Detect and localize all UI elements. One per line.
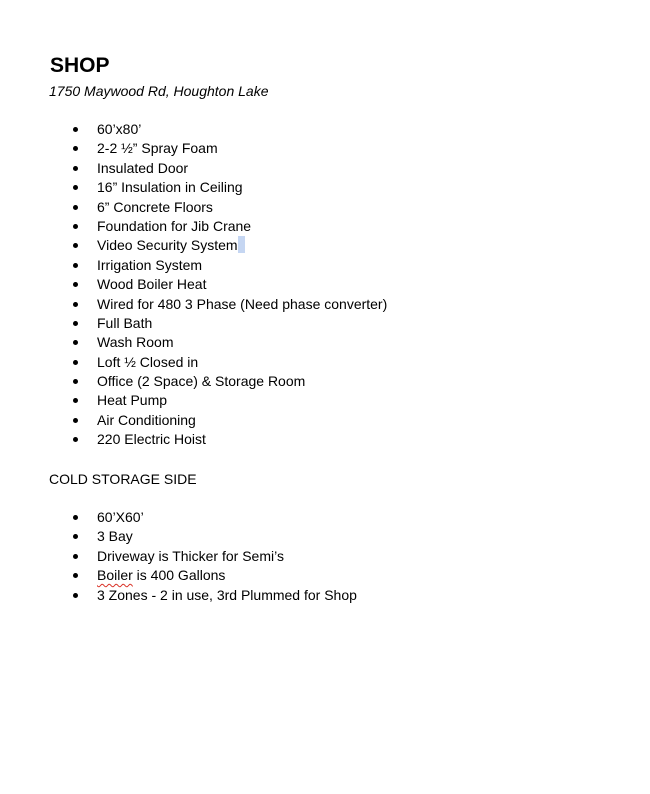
bullet-icon xyxy=(73,185,78,190)
bullet-icon xyxy=(73,573,78,578)
list-item-text: Driveway is Thicker for Semi’s xyxy=(97,547,284,564)
list-item[interactable] xyxy=(0,333,387,352)
list-item[interactable] xyxy=(0,159,387,178)
list-item[interactable] xyxy=(0,391,387,410)
list-item-text: Full Bath xyxy=(97,314,153,331)
list-item-text: 60’x80’ xyxy=(97,121,142,137)
page-title: SHOP xyxy=(50,54,110,77)
bullet-icon xyxy=(73,360,78,365)
list-item[interactable] xyxy=(0,120,387,139)
list-item[interactable] xyxy=(0,314,387,333)
bullet-icon xyxy=(73,534,78,539)
bullet-icon xyxy=(73,302,78,307)
list-item-text: Air Conditioning xyxy=(97,411,196,428)
list-item[interactable] xyxy=(0,295,387,314)
bullet-icon xyxy=(73,263,78,268)
list-item[interactable] xyxy=(0,353,387,372)
list-item[interactable] xyxy=(0,411,387,430)
list-item-text: Foundation for Jib Crane xyxy=(97,217,252,234)
bullet-icon xyxy=(73,437,78,442)
list-item-text: Loft ½ Closed in xyxy=(97,353,199,370)
list-item-text: 220 Electric Hoist xyxy=(97,431,206,448)
list-item-text: 16” Insulation in Ceiling xyxy=(97,179,243,196)
list-item-text: 3 Bay xyxy=(97,528,133,545)
list-item-text: Irrigation System xyxy=(97,256,203,273)
list-item[interactable] xyxy=(0,236,387,255)
list-item-text: 60’X60’ xyxy=(97,509,144,525)
list-item-text: 3 Zones - 2 in use, 3rd Plummed for Shop xyxy=(97,586,357,603)
bullet-icon xyxy=(73,282,78,287)
bullet-icon xyxy=(73,340,78,345)
list-item[interactable] xyxy=(0,430,387,449)
bullet-icon xyxy=(73,593,78,598)
bullet-icon xyxy=(73,379,78,384)
address-subtitle: 1750 Maywood Rd, Houghton Lake xyxy=(49,83,269,99)
list-item[interactable] xyxy=(0,527,357,546)
list-item[interactable] xyxy=(0,586,357,605)
list-item[interactable] xyxy=(0,508,357,527)
list-item[interactable] xyxy=(0,547,357,566)
list-item-text: 6” Concrete Floors xyxy=(97,198,213,215)
bullet-icon xyxy=(73,321,78,326)
bullet-icon xyxy=(73,127,78,132)
cold-storage-features-list xyxy=(0,508,357,605)
bullet-icon xyxy=(73,166,78,171)
misspelled-word[interactable]: Boiler xyxy=(97,567,133,584)
bullet-icon xyxy=(73,554,78,559)
bullet-icon xyxy=(73,418,78,423)
list-item-text: Heat Pump xyxy=(97,392,168,409)
bullet-icon xyxy=(73,243,78,248)
text-cursor-selection xyxy=(238,236,245,253)
bullet-icon xyxy=(73,146,78,151)
list-item-text: Insulated Door xyxy=(97,159,189,176)
bullet-icon xyxy=(73,398,78,403)
list-item[interactable] xyxy=(0,372,387,391)
list-item-text: is 400 Gallons xyxy=(132,567,226,584)
list-item[interactable] xyxy=(0,256,387,275)
list-item-text: 2-2 ½” Spray Foam xyxy=(97,140,218,157)
list-item[interactable] xyxy=(0,217,387,236)
list-item[interactable] xyxy=(0,178,387,197)
list-item[interactable] xyxy=(0,198,387,217)
list-item[interactable] xyxy=(0,275,387,294)
list-item[interactable] xyxy=(0,139,387,158)
list-item-text: Video Security System xyxy=(97,237,238,254)
list-item-text: Office (2 Space) & Storage Room xyxy=(97,373,306,390)
cold-storage-heading: COLD STORAGE SIDE xyxy=(49,471,197,487)
bullet-icon xyxy=(73,205,78,210)
list-item-text: Wired for 480 3 Phase (Need phase converter) xyxy=(97,295,388,312)
bullet-icon xyxy=(73,515,78,520)
bullet-icon xyxy=(73,224,78,229)
shop-features-list xyxy=(0,120,387,450)
list-item[interactable] xyxy=(0,566,357,585)
list-item-text: Wash Room xyxy=(97,334,174,351)
list-item-text: Wood Boiler Heat xyxy=(97,276,207,293)
